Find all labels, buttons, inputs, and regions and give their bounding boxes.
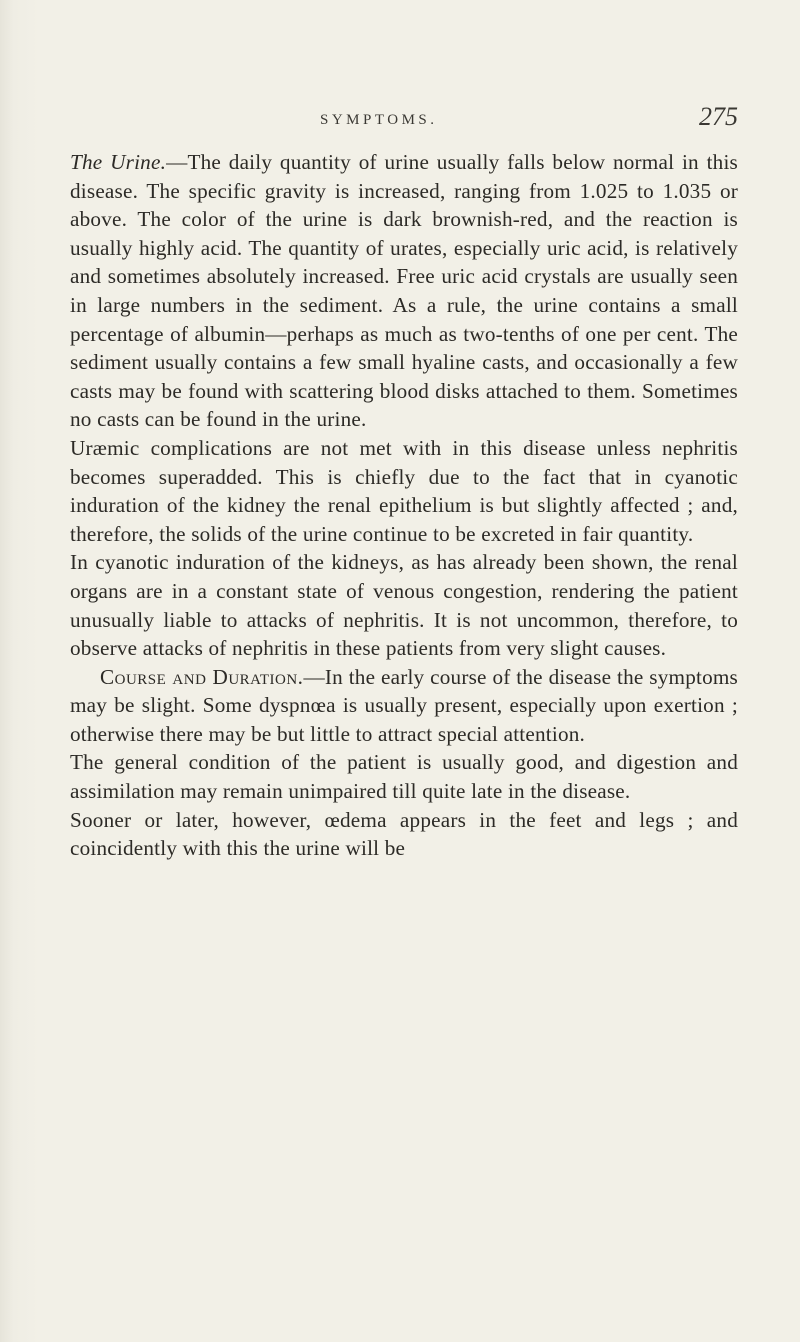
paragraph-general-condition [70, 748, 738, 805]
paragraph-text: In cyanotic induration of the kidneys, as has already been shown, the renal organs are in a constant state of venous congestion, rendering the patient unusually liable to attacks of nephritis. It is not uncommon, therefore, to observe attacks of nephritis in these patients from very slight causes. [70, 550, 738, 661]
page-number: 275 [699, 102, 738, 131]
paragraph-oedema [70, 806, 738, 863]
body-text [70, 148, 738, 863]
paragraph-urine [70, 148, 738, 434]
paragraph-course-duration [70, 663, 738, 749]
paragraph-text: —The daily quantity of urine usually falls below normal in this disease. The specific gravity is increased, ranging from 1.025 to 1.035 or above. The color of the urine is dark brownish-red, and the reaction is usually highly acid. The quantity of urates, especially uric acid, is relatively and sometimes absolutely increased. Free uric acid crystals are usually seen in large numbers in the sediment. As a rule, the urine contains a small percentage of albumin—perhaps as much as two-tenths of one per cent. The sediment usually contains a few small hyaline casts, and occasionally a few casts may be found with scattering blood disks attached to them. Sometimes no casts can be found in the urine. [70, 150, 738, 432]
paragraph-cyanotic-induration [70, 548, 738, 662]
section-run-in-urine: The Urine. [70, 150, 167, 174]
paragraph-text: Uræmic complications are not met with in this disease unless nephritis becomes superadded. This is chiefly due to the fact that in cyanotic induration of the kidney the renal epithelium is but slightly affected ; and, therefore, the solids of the urine continue to be excreted in fair quantity. [70, 435, 738, 546]
paragraph-uraemic [70, 434, 738, 548]
page-header [70, 104, 738, 138]
paragraph-text: The general condition of the patient is usually good, and digestion and assimilation may remain unimpaired till quite late in the disease. [70, 750, 738, 804]
section-run-in-course: Course and Duration. [100, 664, 304, 689]
running-head: SYMPTOMS. [320, 112, 438, 128]
paragraph-text: Sooner or later, however, œdema appears in the feet and legs ; and coincidently with this the urine will be [70, 807, 738, 861]
paragraph-text: —In the early course of the disease the symptoms may be slight. Some dyspnœa is usually present, especially upon exertion ; otherwise there may be but little to attract special attention. [70, 664, 738, 746]
